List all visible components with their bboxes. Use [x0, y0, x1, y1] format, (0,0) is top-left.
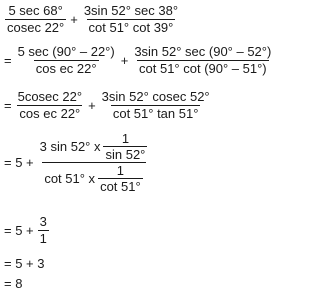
- numerator: 5 sec (90° – 22°): [17, 44, 115, 59]
- denominator: 1: [39, 231, 47, 246]
- denominator: cos ec 22°: [19, 106, 81, 121]
- numerator: 3sin 52° sec (90° – 52°): [134, 44, 272, 59]
- denominator-text: cot 51° x: [44, 170, 96, 186]
- numerator: 3sin 52° sec 38°: [83, 3, 179, 18]
- compound-denominator: [42, 162, 145, 193]
- equals-sign: =: [4, 98, 12, 113]
- step-2: [4, 45, 274, 76]
- fraction-1a: [5, 4, 66, 35]
- denominator: cot 51°: [100, 179, 141, 194]
- fraction-5: [38, 215, 49, 246]
- fraction-2a: [16, 45, 117, 76]
- denominator: cot 51° cot (90° – 51°): [139, 61, 267, 76]
- equals-five-plus: = 5 +: [4, 155, 34, 170]
- numerator: 1: [121, 131, 130, 146]
- equals-sign: =: [4, 53, 12, 68]
- final-answer: = 8: [4, 276, 23, 291]
- compound-fraction: [38, 132, 151, 193]
- inner-fraction-bottom: [98, 164, 143, 193]
- step-5: [4, 215, 50, 246]
- fraction-3a: [16, 90, 84, 121]
- step-7: [4, 276, 22, 291]
- numerator: 3: [39, 214, 47, 229]
- numerator: 1: [116, 163, 124, 178]
- fraction-2b: [132, 45, 273, 76]
- fraction-3b: [100, 90, 212, 121]
- compound-numerator: [38, 132, 151, 162]
- numerator-text: 3 sin 52° x: [39, 138, 101, 154]
- step-1: [4, 4, 181, 35]
- operator-plus: +: [88, 98, 96, 113]
- numerator: 5 sec 68°: [8, 3, 63, 18]
- fraction-1b: [82, 4, 180, 35]
- denominator: cot 51° cot 39°: [88, 20, 174, 35]
- step-6: [4, 256, 44, 271]
- operator-plus: +: [120, 53, 129, 68]
- step-text: = 5 + 3: [4, 256, 45, 271]
- inner-fraction-top: [103, 132, 147, 161]
- numerator: 3sin 52° cosec 52°: [101, 89, 210, 104]
- numerator: 5cosec 22°: [17, 89, 83, 104]
- step-4: [4, 132, 151, 193]
- denominator: cos ec 22°: [35, 61, 97, 76]
- denominator: cosec 22°: [7, 20, 65, 35]
- step-3: [4, 90, 213, 121]
- denominator: sin 52°: [105, 147, 146, 162]
- operator-plus: +: [70, 12, 78, 27]
- denominator: cot 51° tan 51°: [112, 106, 199, 121]
- equals-five-plus: = 5 +: [4, 223, 34, 238]
